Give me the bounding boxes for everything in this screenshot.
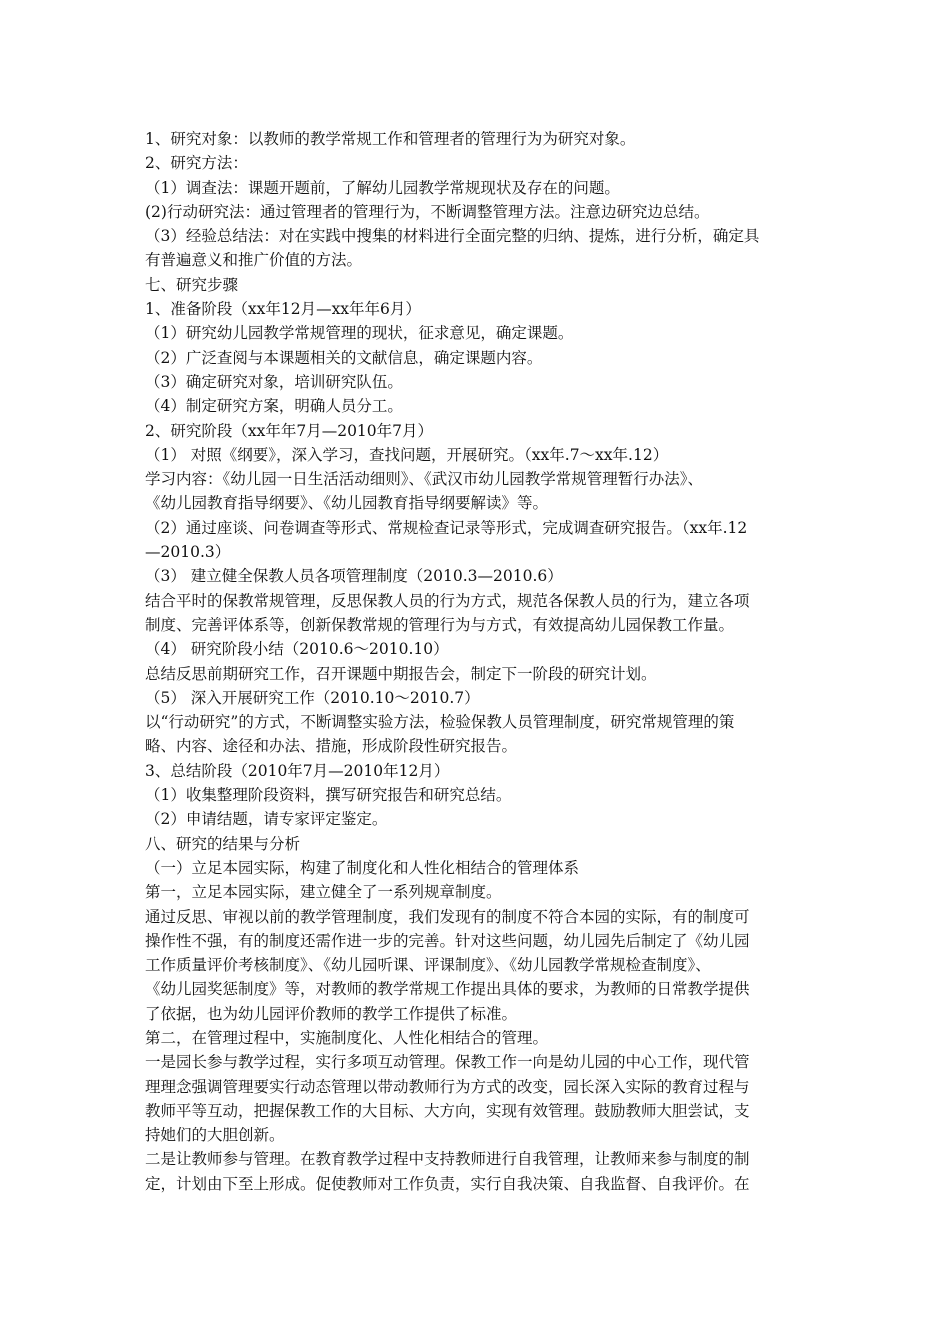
text-line: （1）调查法：课题开题前，了解幼儿园教学常规现状及存在的问题。 — [145, 178, 620, 197]
text-line: （3） 建立健全保教人员各项管理制度（2010.3—2010.6） — [145, 567, 563, 586]
text-line: (2)行动研究法：通过管理者的管理行为，不断调整管理方法。注意边研究边总结。 — [145, 202, 710, 221]
text-line: 了依据，也为幼儿园评价教师的教学工作提供了标准。 — [145, 1004, 518, 1023]
text-line: 二是让教师参与管理。在教育教学过程中支持教师进行自我管理，让教师来参与制度的制 — [145, 1150, 750, 1169]
text-line: （4）制定研究方案，明确人员分工。 — [145, 397, 403, 416]
text-line: （1）收集整理阶段资料，撰写研究报告和研究总结。 — [145, 786, 512, 805]
text-line: （2）申请结题，请专家评定鉴定。 — [145, 810, 388, 829]
text-line: 1、准备阶段（xx年12月—xx年年6月） — [145, 300, 421, 319]
text-line: 略、内容、途径和办法、措施，形成阶段性研究报告。 — [145, 737, 518, 756]
text-line: 以“行动研究”的方式，不断调整实验方法，检验保教人员管理制度，研究常规管理的策 — [145, 713, 735, 732]
text-line: 定，计划由下至上形成。促使教师对工作负责，实行自我决策、自我监督、自我评价。在 — [145, 1174, 750, 1193]
text-line: （2）通过座谈、问卷调查等形式、常规检查记录等形式，完成调查研究报告。（xx年.12 — [145, 518, 748, 537]
text-line: 第一，立足本园实际，建立健全了一系列规章制度。 — [145, 883, 502, 902]
text-line: （3）确定研究对象，培训研究队伍。 — [145, 372, 403, 391]
text-line: 结合平时的保教常规管理，反思保教人员的行为方式，规范各保教人员的行为，建立各项 — [145, 591, 750, 610]
text-line: （1） 对照《纲要》，深入学习，查找问题，开展研究。（xx年.7～xx年.12） — [145, 445, 669, 464]
text-line: 学习内容：《幼儿园一日生活活动细则》、《武汉市幼儿园教学常规管理暂行办法》、 — [145, 470, 704, 489]
text-line: 总结反思前期研究工作，召开课题中期报告会，制定下一阶段的研究计划。 — [145, 664, 657, 683]
text-line: 操作性不强，有的制度还需作进一步的完善。针对这些问题，幼儿园先后制定了《幼儿园 — [145, 931, 750, 950]
text-line: 工作质量评价考核制度》、《幼儿园听课、评课制度》、《幼儿园教学常规检查制度》、 — [145, 956, 711, 975]
text-line: 七、研究步骤 — [145, 275, 239, 294]
text-line: 《幼儿园教育指导纲要》、《幼儿园教育指导纲要解读》等。 — [145, 494, 549, 513]
text-line: （5） 深入开展研究工作（2010.10～2010.7） — [145, 688, 480, 707]
text-line: 第二，在管理过程中，实施制度化、人性化相结合的管理。 — [145, 1028, 549, 1047]
text-line: 1、研究对象：以教师的教学常规工作和管理者的管理行为为研究对象。 — [145, 130, 636, 148]
text-line: 3、总结阶段（2010年7月—2010年12月） — [145, 761, 450, 780]
text-line: 通过反思、审视以前的教学管理制度，我们发现有的制度不符合本园的实际，有的制度可 — [145, 907, 750, 926]
text-line: （3）经验总结法：对在实践中搜集的材料进行全面完整的归纳、提炼，进行分析，确定具 — [145, 227, 760, 246]
text-line: 2、研究方法： — [145, 154, 248, 173]
text-line: （4） 研究阶段小结（2010.6～2010.10） — [145, 640, 449, 659]
text-line: 教师平等互动，把握保教工作的大目标、大方向，实现有效管理。鼓励教师大胆尝试，支 — [145, 1101, 750, 1120]
text-line: （一）立足本园实际，构建了制度化和人性化相结合的管理体系 — [145, 858, 580, 877]
text-line: 八、研究的结果与分析 — [145, 834, 301, 853]
document-body — [145, 127, 815, 1196]
text-line: 持她们的大胆创新。 — [145, 1126, 285, 1145]
text-line: —2010.3） — [145, 543, 231, 562]
text-line: （1）研究幼儿园教学常规管理的现状，征求意见，确定课题。 — [145, 324, 574, 343]
text-line: 制度、完善评体系等，创新保教常规的管理行为与方式，有效提高幼儿园保教工作量。 — [145, 615, 735, 634]
text-line: 《幼儿园奖惩制度》等，对教师的教学常规工作提出具体的要求，为教师的日常教学提供 — [145, 980, 750, 999]
text-line: （2）广泛查阅与本课题相关的文献信息，确定课题内容。 — [145, 348, 543, 367]
text-line: 2、研究阶段（xx年年7月—2010年7月） — [145, 421, 434, 440]
text-line: 一是园长参与教学过程，实行多项互动管理。保教工作一向是幼儿园的中心工作，现代管 — [145, 1053, 750, 1072]
text-line: 有普遍意义和推广价值的方法。 — [145, 251, 363, 270]
text-line: 理理念强调管理要实行动态管理以带动教师行为方式的改变，园长深入实际的教育过程与 — [145, 1077, 750, 1096]
